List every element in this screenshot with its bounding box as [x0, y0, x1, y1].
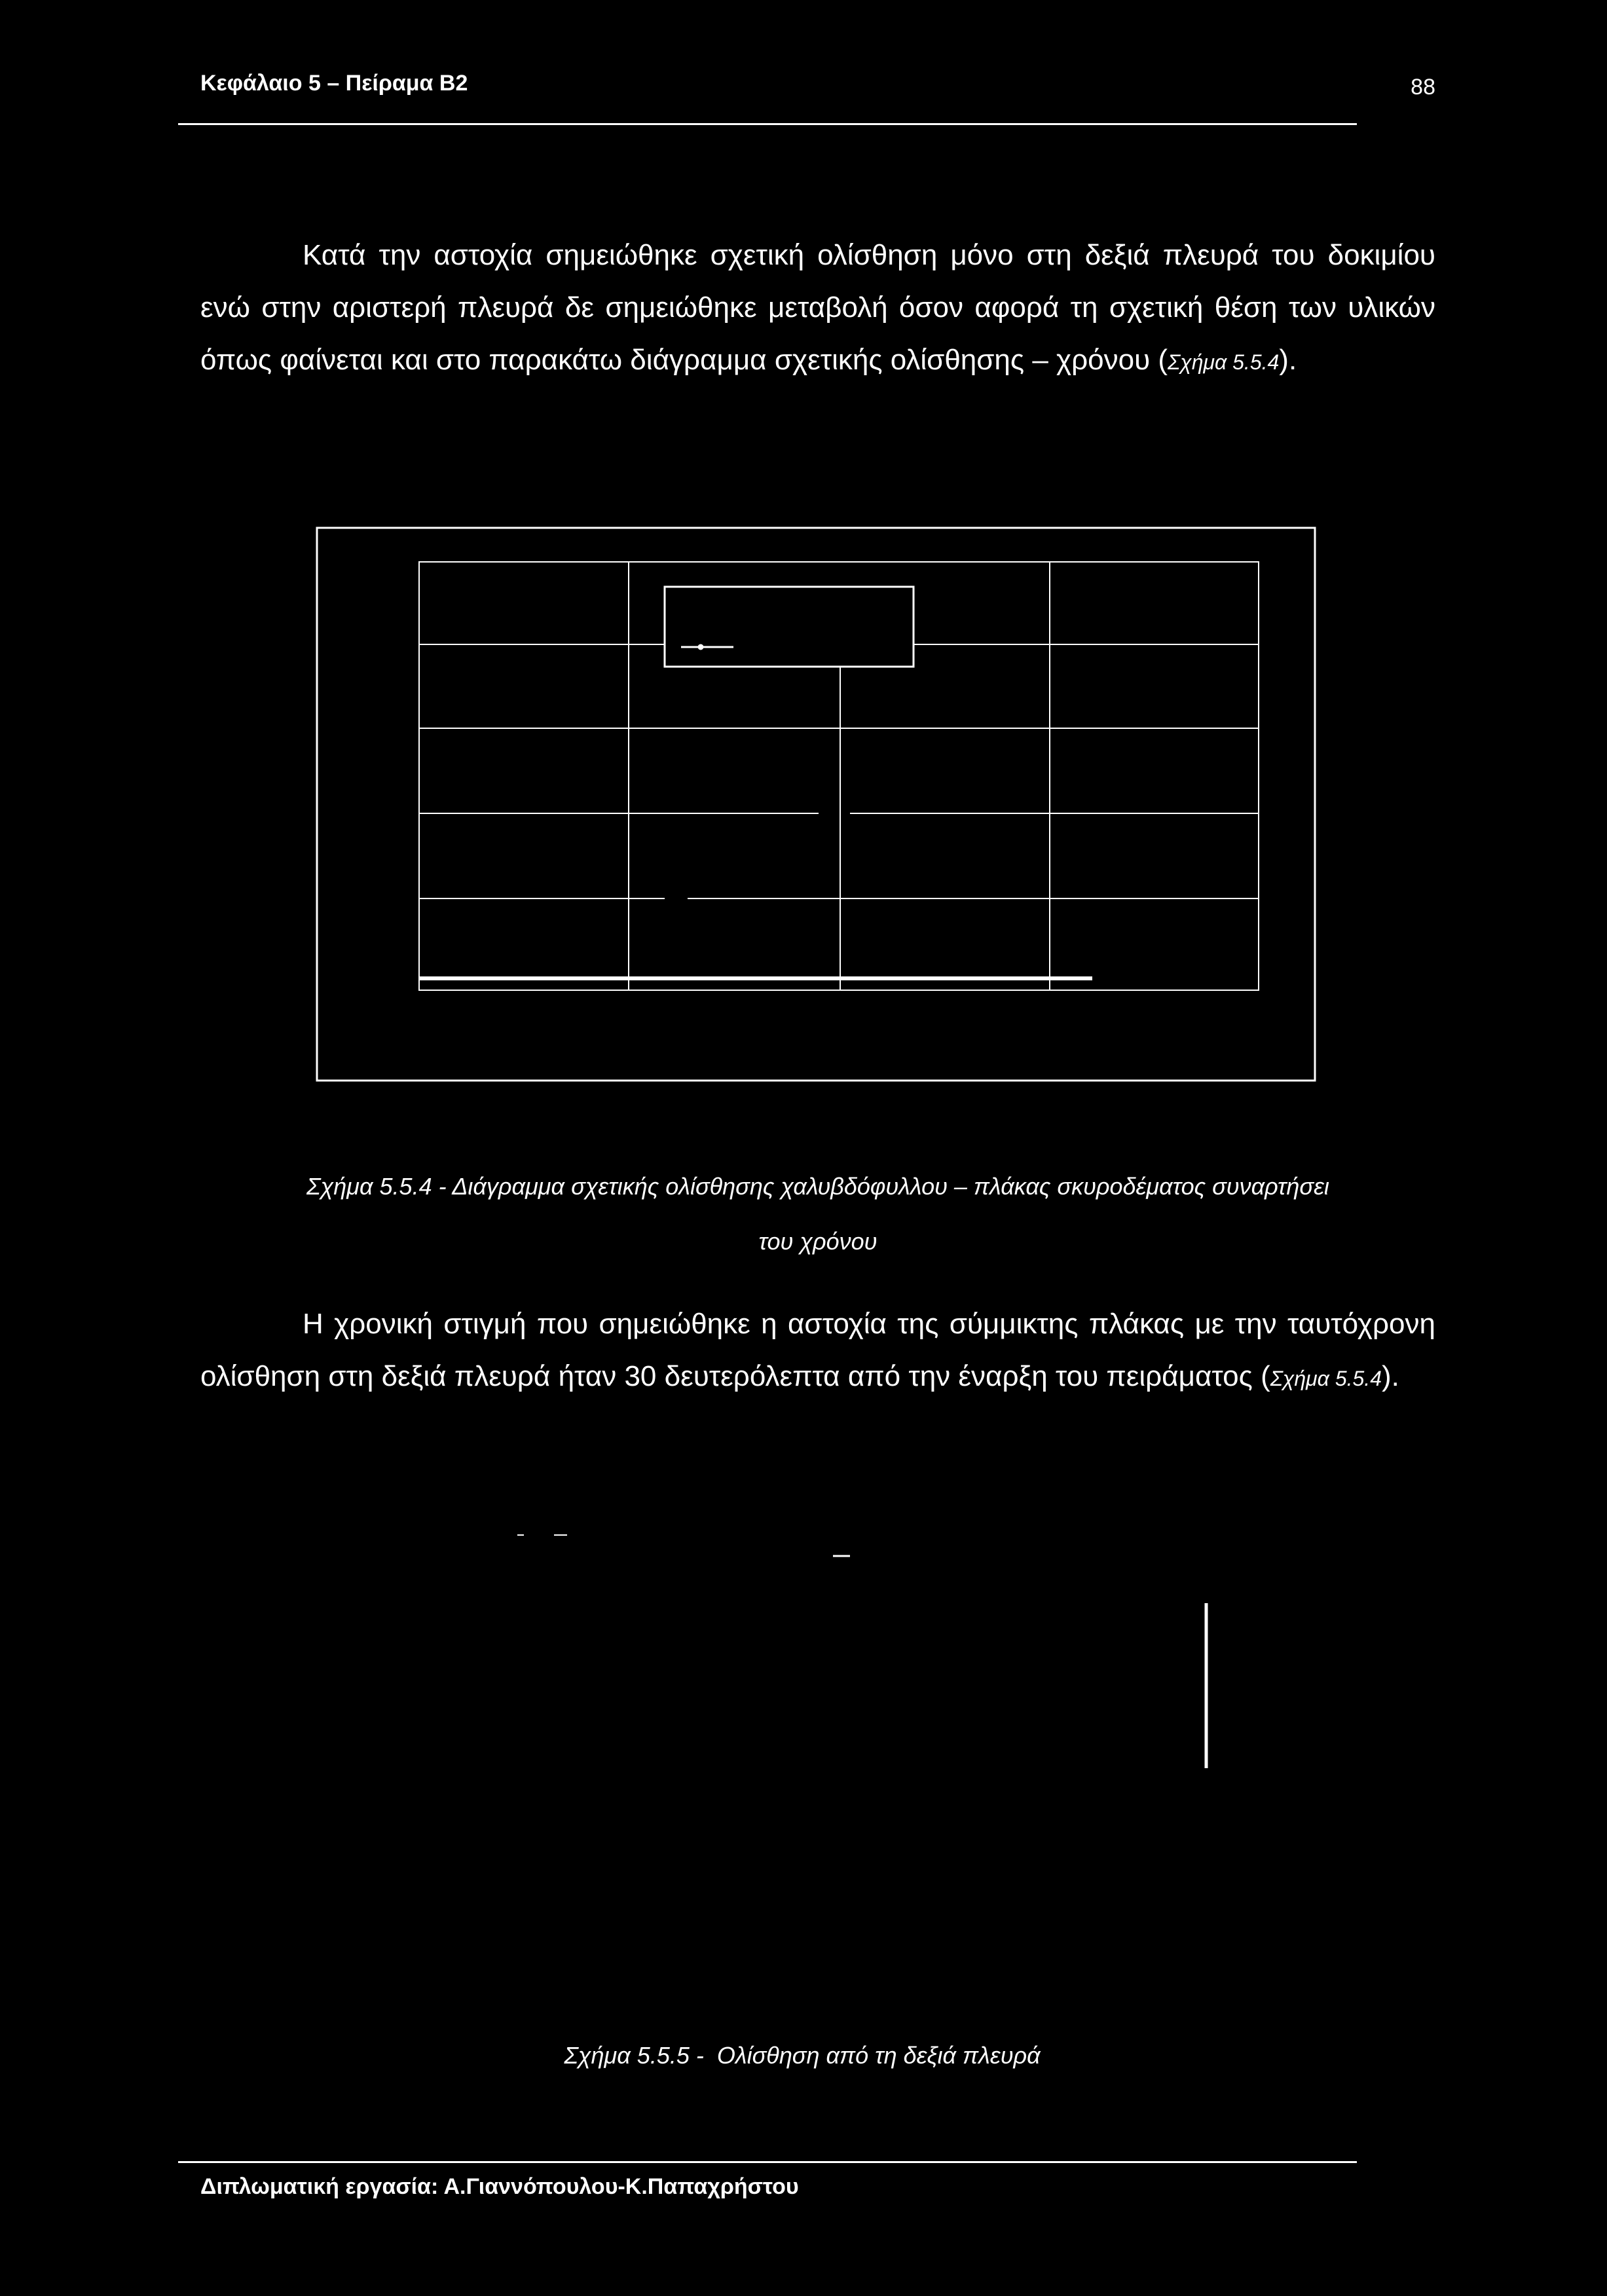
page-number: 88 [1411, 75, 1435, 100]
figure-1-caption [200, 1159, 1435, 1269]
photo-marks [517, 1535, 1206, 1768]
paragraph-2-text: Η χρονική στιγμή που σημειώθηκε η αστοχία της σύμμικτης πλάκας με την ταυτόχρονη ολίσθηση στη δεξιά πλευρά ήταν 30 δευτερόλεπτα από την έναρξη του πειράματος ( [200, 1308, 1435, 1392]
figure-1-caption-line-1: Σχήμα 5.5.4 - Διάγραμμα σχετικής ολίσθησης χαλυβδόφυλλου – πλάκας σκυροδέματος συναρτήσει [306, 1173, 1329, 1200]
data-series [419, 644, 1092, 978]
legend-box [665, 587, 914, 667]
slip-time-diagram [0, 0, 1607, 1113]
paragraph-2-figure-ref: Σχήμα 5.5.4 [1270, 1367, 1382, 1390]
paragraph-2-tail: ). [1381, 1360, 1399, 1392]
paragraph-1-figure-ref: Σχήμα 5.5.4 [1168, 350, 1280, 374]
paragraph-2 [200, 1298, 1435, 1405]
figure-1-caption-line-2: του χρόνου [758, 1228, 877, 1255]
legend-series-marker [698, 644, 703, 650]
footer-text: Διπλωματική εργασία: Α.Γιαννόπουλου-Κ.Παπαχρήστου [200, 2174, 799, 2199]
paragraph-1-tail: ). [1279, 344, 1297, 376]
running-header: Κεφάλαιο 5 – Πείραμα Β2 [200, 71, 468, 96]
figure-2-caption: Σχήμα 5.5.5 - Ολίσθηση από τη δεξιά πλευρά [564, 2042, 1041, 2069]
paragraph-1-text: Κατά την αστοχία σημειώθηκε σχετική ολίσθηση μόνο στη δεξιά πλευρά του δοκιμίου ενώ στην αριστερή πλευρά δε σημειώθηκε μεταβολή όσον αφορά τη σχετική θέση των υλικών όπως φαίνεται και στο παρακάτω διάγραμμα σχετικής ολίσθησης – χρόνου ( [200, 239, 1435, 376]
footer-rule [178, 2161, 1357, 2163]
